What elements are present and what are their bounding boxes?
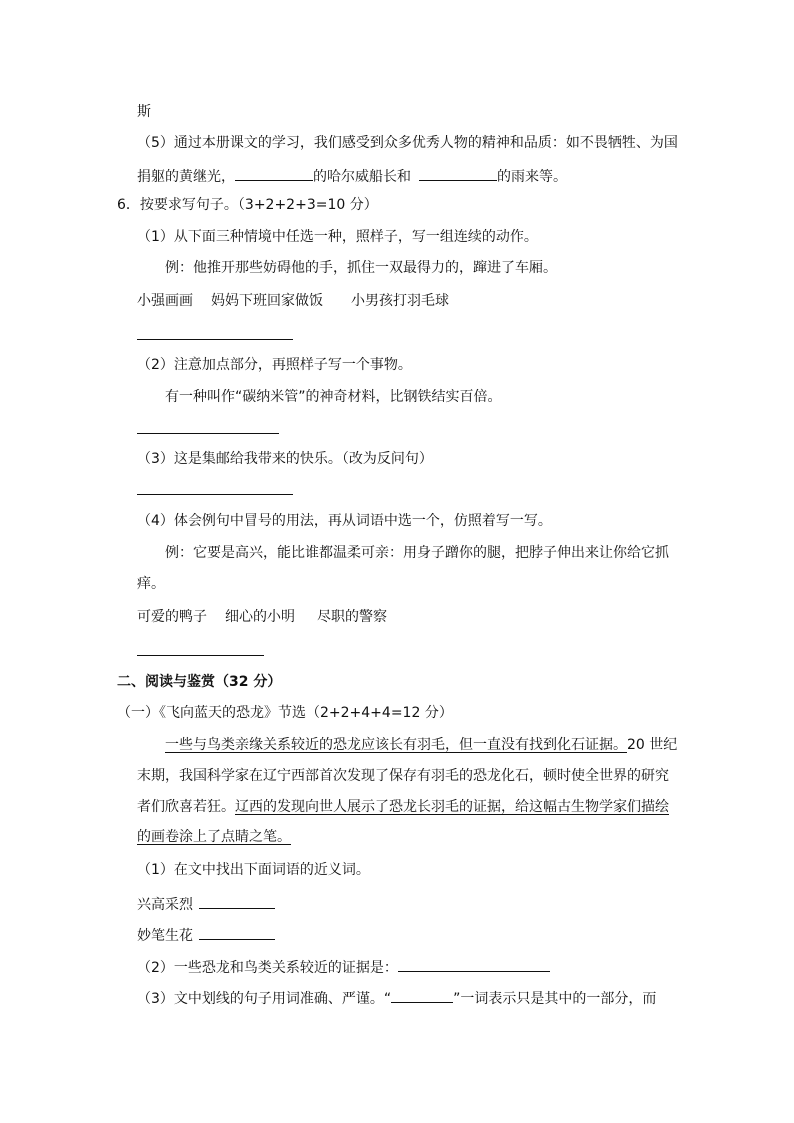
- q6-2-prompt: （2）注意加点部分，再照样子写一个事物。: [137, 357, 412, 373]
- q6-4-answer-line[interactable]: [137, 655, 264, 656]
- section-2-title: 二、阅读与鉴赏（32 分）: [117, 674, 282, 690]
- q6-3-answer-line[interactable]: [137, 494, 293, 495]
- q5-line-2: [137, 165, 567, 186]
- option-1: 小强画画: [137, 293, 193, 309]
- word: 兴高采烈: [137, 897, 193, 913]
- rq1-word-1-row: [137, 893, 275, 914]
- rq3-blank[interactable]: [391, 987, 453, 1003]
- q6-4-prompt: （4）体会例句中冒号的用法，再从词语中选一个，仿照着写一写。: [137, 513, 552, 529]
- q6-2-answer-line[interactable]: [137, 433, 279, 434]
- q5-text-b: 的哈尔威船长和: [313, 169, 411, 185]
- q5-blank-1[interactable]: [235, 165, 313, 181]
- q6-title: 6．按要求写句子。（3+2+2+3=10 分）: [117, 197, 378, 213]
- passage-line-3: [137, 798, 669, 816]
- rq1-blank-1[interactable]: [199, 893, 275, 909]
- option-2: 妈妈下班回家做饭: [211, 293, 323, 309]
- rq2-row: [137, 956, 550, 977]
- passage-line-4: [137, 828, 291, 846]
- rq1-blank-2[interactable]: [199, 924, 275, 940]
- passage-text: 者们欣喜若狂。: [137, 799, 235, 815]
- rq3-text-a: （3）文中划线的句子用词准确、严谨。“: [137, 991, 392, 1007]
- q5-blank-2[interactable]: [419, 165, 497, 181]
- passage-title: （一）《飞向蓝天的恐龙》节选（2+2+4+4=12 分）: [117, 705, 453, 721]
- word: 妙笔生花: [137, 928, 193, 944]
- q5-line-1: （5）通过本册课文的学习，我们感受到众多优秀人物的精神和品质：如不畏牺牲、为国: [137, 135, 678, 151]
- q6-1-example: 例：他推开那些妨碍他的手，抓住一双最得力的，蹿进了车厢。: [165, 260, 557, 276]
- option-2: 细心的小明: [225, 609, 295, 625]
- underlined-sentence-2-end: 的画卷涂上了点睛之笔。: [137, 829, 291, 845]
- q6-4-example-1: 例：它要是高兴，能比谁都温柔可亲：用身子蹭你的腿，把脖子伸出来让你给它抓: [165, 545, 669, 561]
- q6-1-prompt: （1）从下面三种情境中任选一种，照样子，写一组连续的动作。: [137, 229, 538, 245]
- passage-line-2: 末期，我国科学家在辽宁西部首次发现了保存有羽毛的恐龙化石，顿时使全世界的研究: [137, 768, 669, 784]
- passage-line-1: [165, 736, 677, 754]
- passage-text: 20 世纪: [627, 737, 678, 753]
- option-3: 尽职的警察: [317, 609, 387, 625]
- rq1-prompt: （1）在文中找出下面词语的近义词。: [137, 862, 370, 878]
- q5-text-c: 的雨来等。: [497, 169, 567, 185]
- rq3-row: [137, 987, 656, 1008]
- q6-3-prompt: （3）这是集邮给我带来的快乐。（改为反问句）: [137, 451, 433, 467]
- q6-2-example: 有一种叫作“碳纳米管”的神奇材料，比钢铁结实百倍。: [165, 389, 502, 405]
- continued-text: 斯: [137, 104, 151, 120]
- option-3: 小男孩打羽毛球: [351, 293, 449, 309]
- option-1: 可爱的鸭子: [137, 609, 207, 625]
- q6-1-options: [137, 292, 449, 310]
- q6-4-options: [137, 608, 387, 626]
- rq1-word-2-row: [137, 924, 275, 945]
- rq2-blank[interactable]: [398, 956, 550, 972]
- q5-text-a: 捐躯的黄继光，: [137, 169, 235, 185]
- underlined-sentence-2: 辽西的发现向世人展示了恐龙长羽毛的证据，给这幅古生物学家们描绘: [235, 799, 669, 815]
- rq3-text-b: ”一词表示只是其中的一部分，而: [453, 991, 657, 1007]
- underlined-sentence-1: 一些与鸟类亲缘关系较近的恐龙应该长有羽毛，但一直没有找到化石证据。: [165, 737, 627, 753]
- q6-4-example-2: 痒。: [137, 576, 165, 592]
- q6-1-answer-line[interactable]: [137, 339, 293, 340]
- rq2-prompt: （2）一些恐龙和鸟类关系较近的证据是：: [137, 960, 398, 976]
